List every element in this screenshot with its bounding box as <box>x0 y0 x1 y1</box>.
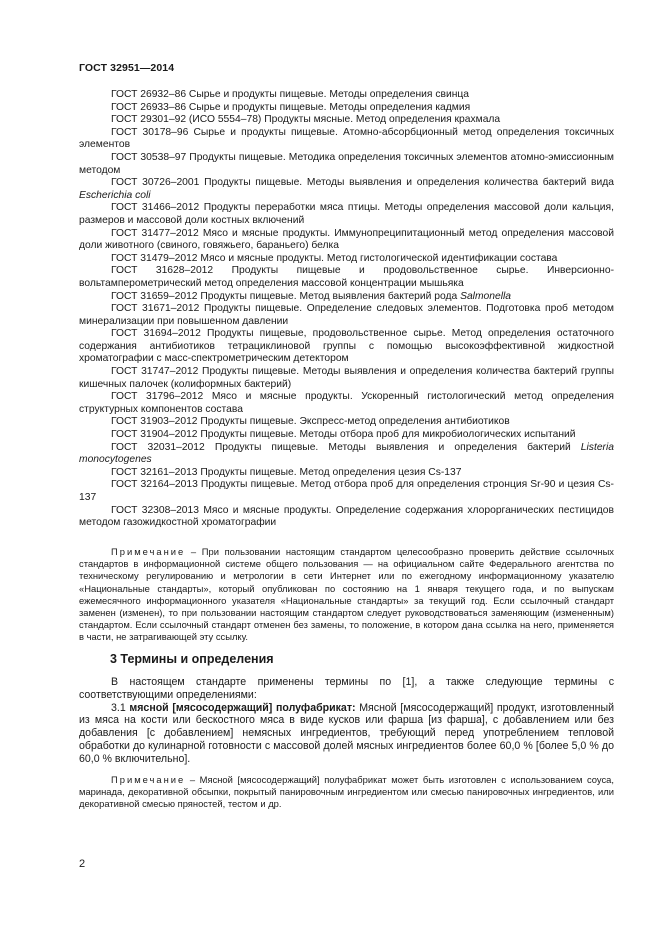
reference-item: ГОСТ 31466–2012 Продукты переработки мяса птицы. Методы определения массовой доли кальция, размеров и массовой доли костных включений <box>79 202 614 226</box>
reference-item: ГОСТ 31659–2012 Продукты пищевые. Метод выявления бактерий рода Salmonella <box>111 290 512 302</box>
note-text: – Мясной [мясосодержащий] полуфабрикат может быть изготовлен с использованием соуса, маринада, декоративной обсыпки, покрытый панировочным ингредиентом или смесью панировочных ингредиентов, или декоративной смесью пряностей, тестом и др. <box>79 774 614 810</box>
section-intro: В настоящем стандарте применены термины по [1], а также следующие термины с соответствующими определениями: <box>79 676 614 701</box>
reference-item: ГОСТ 31671–2012 Продукты пищевые. Определение следовых элементов. Подготовка проб методом минерализации при повышенном давлении <box>79 303 614 327</box>
term-definition <box>79 702 614 766</box>
reference-item: ГОСТ 31479–2012 Мясо и мясные продукты. Метод гистологической идентификации состава <box>111 252 558 264</box>
reference-item: ГОСТ 32161–2013 Продукты пищевые. Метод определения цезия Cs-137 <box>111 466 462 478</box>
reference-item: ГОСТ 32164–2013 Продукты пищевые. Метод отбора проб для определения стронция Sr-90 и цезия Cs-137 <box>79 479 614 503</box>
note-label: Примечание <box>111 774 186 785</box>
reference-item: ГОСТ 26933–86 Сырье и продукты пищевые. Методы определения кадмия <box>111 101 471 113</box>
term-text: Мясной [мясосодержащий] продукт, изготовленный из мяса на кости или бескостного мяса в виде кусков или фарша [из фарша], с добавлением или без добавления [с добавлением] немясных ингредиентов, требующий перед употреблением тепловой обработки до кулинарной готовности с массовой долей мясных ингредиентов более 60,0 % [более 5,0 % до 60,0 % включительно]. <box>79 701 615 765</box>
reference-item: ГОСТ 29301–92 (ИСО 5554–78) Продукты мясные. Метод определения крахмала <box>111 114 501 126</box>
term-number: 3.1 <box>111 701 130 714</box>
term-note <box>79 774 614 811</box>
section-title: 3 Термины и определения <box>110 652 274 666</box>
reference-item: ГОСТ 31477–2012 Мясо и мясные продукты. Иммунопреципитационный метод определения массовой доли животного (свиного, говяжьего, бараньего) белка <box>79 227 614 252</box>
page-number: 2 <box>79 858 86 870</box>
reference-item: ГОСТ 30538–97 Продукты пищевые. Методика определения токсичных элементов атомно-эмиссионным методом <box>79 151 614 176</box>
reference-item: ГОСТ 32031–2012 Продукты пищевые. Методы выявления и определения бактерий Listeria monocytogenes <box>79 441 614 466</box>
reference-item: ГОСТ 26932–86 Сырье и продукты пищевые. Методы определения свинца <box>111 89 470 100</box>
note-text: – При пользовании настоящим стандартом целесообразно проверить действие ссылочных стандартов в информационной системе общего пользования — на официальном сайте Федерального агентства по техническому регулированию и метрологии в сети Интернет или по ежегодному информационному указателю «Национальные стандарты», который опубликован по состоянию на 1 января текущего года, и по выпускам ежемесячного информационного указателя «Национальные стандарты» за текущий год. Если ссылочный стандарт заменен (изменен), то при пользовании настоящим стандартом следует руководствоваться заменяющим (измененным) стандартом. Если ссылочный стандарт отменен без замены, то положение, в котором дана ссылка на него, применяется в части, не затрагивающей эту ссылку. <box>79 546 614 643</box>
note-label: Примечание <box>111 546 186 557</box>
term-name: мясной [мясосодержащий] полуфабрикат: <box>129 701 356 714</box>
reference-item: ГОСТ 30178–96 Сырье и продукты пищевые. Атомно-абсорбционный метод определения токсичных элементов <box>79 126 614 151</box>
document-header: ГОСТ 32951—2014 <box>79 62 175 74</box>
reference-item: ГОСТ 31628–2012 Продукты пищевые и продовольственное сырье. Инверсионно-вольтамперометрический метод определения массовой концентрации мышьяка <box>79 265 614 289</box>
section-body <box>79 676 614 766</box>
normative-references-list <box>79 89 614 530</box>
references-note <box>79 546 614 644</box>
reference-item: ГОСТ 31903–2012 Продукты пищевые. Экспресс-метод определения антибиотиков <box>111 416 510 428</box>
reference-item: ГОСТ 30726–2001 Продукты пищевые. Методы выявления и определения количества бактерий вида Escherichia coli <box>79 177 614 201</box>
reference-item: ГОСТ 31747–2012 Продукты пищевые. Методы выявления и определения количества бактерий группы кишечных палочек (колиформных бактерий) <box>79 366 614 390</box>
reference-item: ГОСТ 31796–2012 Мясо и мясные продукты. Ускоренный гистологический метод определения структурных компонентов состава <box>79 391 614 415</box>
reference-item: ГОСТ 31694–2012 Продукты пищевые, продовольственное сырье. Метод определения остаточного содержания антибиотиков тетрациклиновой группы с помощью высокоэффективной жидкостной хроматографии с масс-спектрометрическим детектором <box>79 328 614 365</box>
reference-item: ГОСТ 32308–2013 Мясо и мясные продукты. Определение содержания хлорорганических пестицидов методом газожидкостной хроматографии <box>79 504 614 529</box>
reference-item: ГОСТ 31904–2012 Продукты пищевые. Методы отбора проб для микробиологических испытаний <box>111 429 576 441</box>
